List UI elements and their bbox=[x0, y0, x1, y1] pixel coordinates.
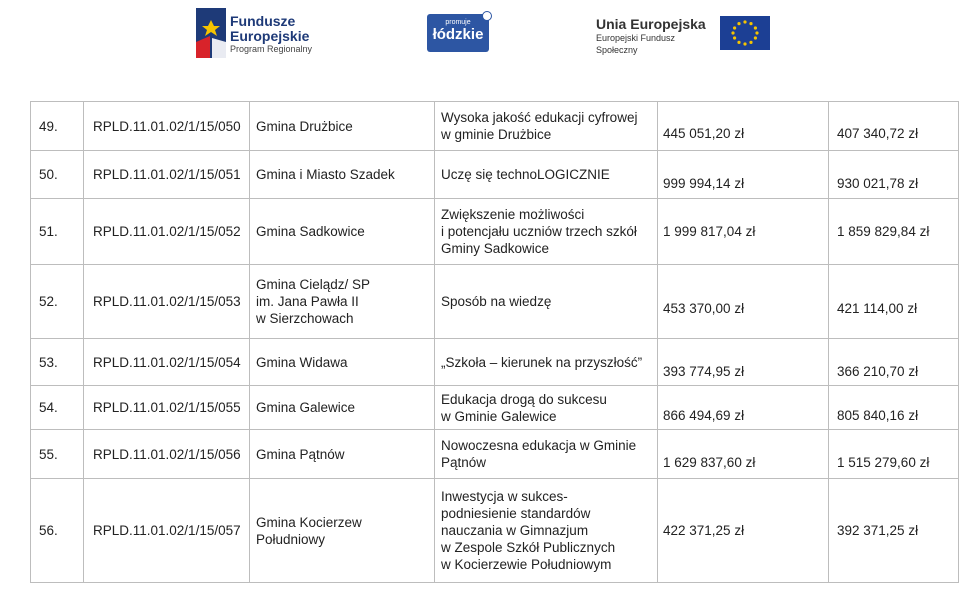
beneficiary-line: Gmina Galewice bbox=[256, 400, 356, 415]
row-number bbox=[31, 339, 84, 386]
projects-table bbox=[30, 101, 959, 596]
funding-amount-text: 1 859 829,84 zł bbox=[837, 224, 930, 239]
project-title-line: nauczania w Gimnazjum bbox=[441, 523, 589, 538]
fundusze-europejskie-logo bbox=[196, 8, 326, 58]
project-value bbox=[658, 265, 829, 339]
funding-amount bbox=[829, 386, 959, 430]
project-value bbox=[658, 102, 829, 151]
project-code-text: RPLD.11.01.02/1/15/054 bbox=[93, 354, 241, 370]
ue-line2: Europejski Fundusz Społeczny bbox=[596, 33, 676, 55]
beneficiary bbox=[250, 479, 435, 583]
funding-amount bbox=[829, 151, 959, 199]
row-number bbox=[31, 199, 84, 265]
project-title-line: Uczę się technoLOGICZNIE bbox=[441, 167, 610, 182]
project-title-line: w Gminie Galewice bbox=[441, 408, 557, 424]
project-title-line: Sposób na wiedzę bbox=[441, 294, 552, 309]
project-code-text: RPLD.11.01.02/1/15/050 bbox=[93, 118, 241, 134]
funding-amount bbox=[829, 199, 959, 265]
beneficiary-line: Gmina Sadkowice bbox=[256, 224, 365, 239]
table-row bbox=[31, 479, 959, 583]
row-number-text: 55. bbox=[39, 446, 58, 462]
row-number bbox=[31, 265, 84, 339]
project-value bbox=[658, 199, 829, 265]
project-code bbox=[84, 265, 250, 339]
project-code-text: RPLD.11.01.02/1/15/056 bbox=[93, 446, 241, 462]
project-value bbox=[658, 339, 829, 386]
fundusze-line1: Fundusze bbox=[230, 13, 296, 29]
row-number-text: 53. bbox=[39, 354, 58, 370]
row-number-text: 51. bbox=[39, 224, 58, 239]
lodzkie-big-text: łódzkie bbox=[432, 26, 484, 43]
beneficiary-line: Gmina i Miasto Szadek bbox=[256, 167, 395, 182]
project-title-line: Inwestycja w sukces- bbox=[441, 489, 568, 504]
project-code bbox=[84, 199, 250, 265]
beneficiary bbox=[250, 430, 435, 479]
ue-line1: Unia Europejska bbox=[596, 16, 706, 32]
project-value bbox=[658, 386, 829, 430]
project-code-text: RPLD.11.01.02/1/15/053 bbox=[93, 294, 241, 309]
project-value bbox=[658, 479, 829, 583]
funding-amount bbox=[829, 265, 959, 339]
project-code-text: RPLD.11.01.02/1/15/052 bbox=[93, 224, 241, 239]
table-row bbox=[31, 265, 959, 339]
row-number-text: 49. bbox=[39, 118, 58, 134]
project-value-text: 866 494,69 zł bbox=[663, 408, 745, 423]
project-title bbox=[435, 479, 658, 583]
project-value-text: 393 774,95 zł bbox=[663, 363, 745, 379]
header-logos bbox=[0, 0, 959, 70]
project-code bbox=[84, 386, 250, 430]
lodzkie-dot-icon bbox=[482, 11, 492, 21]
project-title bbox=[435, 339, 658, 386]
project-value-text: 445 051,20 zł bbox=[663, 125, 745, 141]
project-title-line: w gminie Drużbice bbox=[441, 127, 552, 142]
beneficiary bbox=[250, 199, 435, 265]
project-title-line: podniesienie standardów bbox=[441, 506, 591, 521]
beneficiary-line: im. Jana Pawła II bbox=[256, 294, 359, 309]
row-number-text: 50. bbox=[39, 167, 58, 182]
project-title bbox=[435, 102, 658, 151]
lodzkie-small-text: promuje bbox=[445, 19, 471, 26]
table-row bbox=[31, 339, 959, 386]
project-code-text: RPLD.11.01.02/1/15/051 bbox=[93, 167, 241, 182]
project-title-line: Edukacja drogą do sukcesu bbox=[441, 391, 607, 407]
project-title-line: Pątnów bbox=[441, 455, 487, 470]
unia-europejska-logo bbox=[596, 16, 776, 55]
project-title-line: i potencjału uczniów trzech szkół bbox=[441, 224, 637, 239]
project-value-text: 1 629 837,60 zł bbox=[663, 454, 756, 470]
project-title-line: Wysoka jakość edukacji cyfrowej bbox=[441, 110, 638, 125]
row-number bbox=[31, 151, 84, 199]
fundusze-line3: Program Regionalny bbox=[230, 44, 313, 54]
row-number-text: 52. bbox=[39, 294, 58, 309]
project-value-text: 999 994,14 zł bbox=[663, 176, 745, 191]
beneficiary-line: w Sierzchowach bbox=[256, 311, 354, 326]
beneficiary-line: Gmina Pątnów bbox=[256, 446, 345, 462]
project-value bbox=[658, 151, 829, 199]
table-row bbox=[31, 102, 959, 151]
beneficiary bbox=[250, 339, 435, 386]
row-number bbox=[31, 430, 84, 479]
project-title-line: Zwiększenie możliwości bbox=[441, 207, 585, 222]
fundusze-line2: Europejskie bbox=[230, 28, 310, 44]
funding-amount-text: 421 114,00 zł bbox=[837, 301, 918, 316]
project-value-text: 422 371,25 zł bbox=[663, 523, 745, 538]
project-code bbox=[84, 430, 250, 479]
project-title bbox=[435, 265, 658, 339]
beneficiary bbox=[250, 265, 435, 339]
funding-amount-text: 366 210,70 zł bbox=[837, 363, 919, 379]
row-number bbox=[31, 479, 84, 583]
project-code bbox=[84, 339, 250, 386]
table-row bbox=[31, 151, 959, 199]
project-title bbox=[435, 386, 658, 430]
beneficiary bbox=[250, 102, 435, 151]
project-value-text: 453 370,00 zł bbox=[663, 301, 745, 316]
project-value bbox=[658, 430, 829, 479]
project-code bbox=[84, 102, 250, 151]
funding-amount-text: 407 340,72 zł bbox=[837, 125, 919, 141]
beneficiary-line: Gmina Cielądz/ SP bbox=[256, 277, 371, 292]
beneficiary-line: Gmina Drużbice bbox=[256, 118, 353, 134]
table-row bbox=[31, 386, 959, 430]
lodzkie-logo bbox=[427, 14, 489, 52]
beneficiary-line: Gmina Widawa bbox=[256, 354, 348, 370]
project-title bbox=[435, 151, 658, 199]
row-number bbox=[31, 102, 84, 151]
funding-amount-text: 930 021,78 zł bbox=[837, 176, 919, 191]
project-code bbox=[84, 151, 250, 199]
fundusze-europejskie-mark bbox=[196, 8, 226, 58]
funding-amount-text: 392 371,25 zł bbox=[837, 523, 919, 538]
funding-amount bbox=[829, 102, 959, 151]
funding-amount-text: 805 840,16 zł bbox=[837, 408, 919, 423]
beneficiary-line: Południowy bbox=[256, 531, 326, 547]
project-title-line: w Zespole Szkół Publicznych bbox=[441, 540, 616, 555]
beneficiary bbox=[250, 151, 435, 199]
funding-amount-text: 1 515 279,60 zł bbox=[837, 454, 930, 470]
beneficiary bbox=[250, 386, 435, 430]
project-title-line: Gminy Sadkowice bbox=[441, 241, 550, 256]
row-number-text: 56. bbox=[39, 523, 58, 538]
funding-amount bbox=[829, 479, 959, 583]
beneficiary-line: Gmina Kocierzew bbox=[256, 514, 362, 530]
project-code-text: RPLD.11.01.02/1/15/055 bbox=[93, 400, 241, 415]
table-row bbox=[31, 199, 959, 265]
project-title-line: „Szkoła – kierunek na przyszłość” bbox=[441, 354, 643, 370]
project-title bbox=[435, 430, 658, 479]
project-title-line: Nowoczesna edukacja w Gminie bbox=[441, 438, 637, 453]
project-code-text: RPLD.11.01.02/1/15/057 bbox=[93, 523, 241, 538]
project-title bbox=[435, 199, 658, 265]
row-number-text: 54. bbox=[39, 400, 58, 415]
project-value-text: 1 999 817,04 zł bbox=[663, 224, 756, 239]
project-title-line: w Kocierzewie Południowym bbox=[441, 557, 612, 572]
project-code bbox=[84, 479, 250, 583]
funding-amount bbox=[829, 339, 959, 386]
eu-flag-icon bbox=[720, 16, 770, 50]
table-row bbox=[31, 430, 959, 479]
row-number bbox=[31, 386, 84, 430]
funding-amount bbox=[829, 430, 959, 479]
